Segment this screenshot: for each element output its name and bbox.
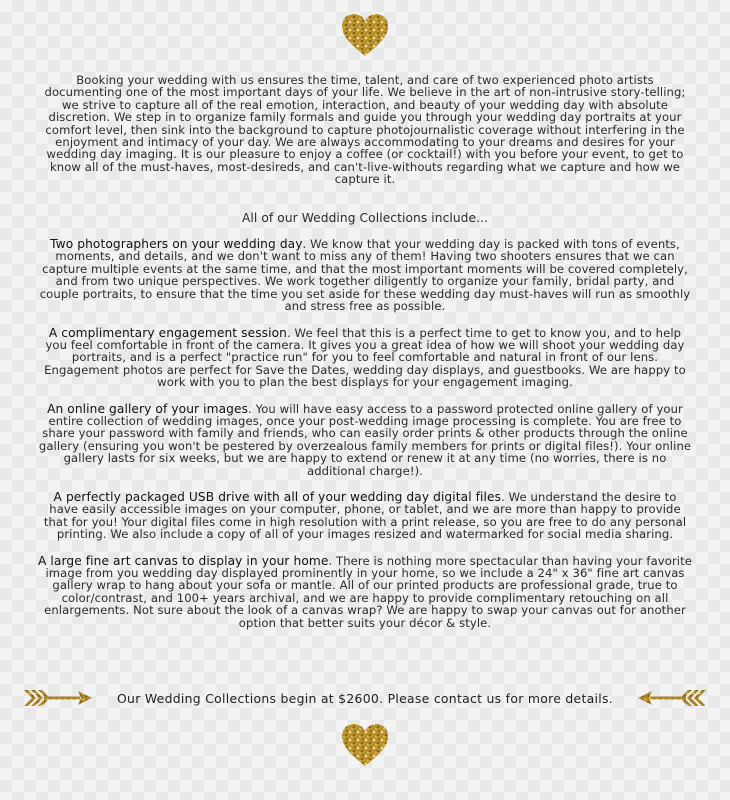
footer-banner bbox=[22, 686, 708, 710]
content-body bbox=[38, 74, 692, 643]
feature-body: . We know that your wedding day is packed with tons of events, moments, and details, and we don't want to miss any of them! Having two shooters ensures that we can capture multiple events at the same time, and that the most important moments will be covered completely, and from two unique perspectives. We work together diligently to organize your family, bridal party, and couple portraits, to ensure that the time you set aside for these wedding day must-haves will run as smoothly and stress free as possible. bbox=[39, 237, 691, 314]
feature-title: A complimentary engagement session bbox=[48, 325, 287, 340]
feature-body: . You will have easy access to a password protected online gallery of your entire collection of wedding images, once your post-wedding image processing is complete. You are free to share your password with family and friends, who can easily order prints & other products through the online gallery (ensuring you won't be pestered by overzealous family members for prints or digital files!). Your online gallery lasts for six weeks, but we are happy to extend or renew it at any time (no worries, there is no additional charge!). bbox=[38, 401, 692, 478]
feature-title: A large fine art canvas to display in your home bbox=[38, 553, 329, 568]
feature-title: Two photographers on your wedding day bbox=[50, 237, 303, 252]
feature-title: An online gallery of your images bbox=[47, 401, 249, 416]
feature-title: A perfectly packaged USB drive with all of your wedding day digital files bbox=[53, 489, 502, 504]
feature-body: . There is nothing more spectacular than having your favorite image from you wedding day displayed prominently in your home, so we include a 24" x 36" fine art canvas gallery wrap to hang about your sofa or mantle. All of our printed products are professional grade, true to color/contrast, and 100+ years archival, and we are happy to provide complimentary retouching on all enlargements. Not sure about the look of a canvas wrap? We are happy to swap your canvas out for another option that better suits your décor & style. bbox=[44, 553, 693, 630]
feature-engagement-session bbox=[38, 327, 692, 389]
collections-include-heading: All of our Wedding Collections include... bbox=[241, 210, 489, 225]
feature-two-photographers bbox=[38, 238, 692, 312]
glitter-heart-icon bbox=[340, 722, 390, 772]
feature-usb-drive bbox=[38, 491, 692, 541]
feature-body: . We feel that this is a perfect time to get to know you, and to help you feel comfortable in front of the camera. It gives you a great idea of how we will shoot your wedding day portraits, and is a perfect "practice run" for you to feel comfortable and natural in front of our lens. Engagement photos are perfect for Save the Dates, wedding day displays, and guestbooks. We are happy to work with you to plan the best displays for your engagement imaging. bbox=[44, 325, 686, 390]
feature-body: . We understand the desire to have easily accessible images on your computer, phone, or tablet, and we are more than happy to provide that for you! Your digital files come in high resolution with a print release, so you are free to do any personal printing. We also include a copy of all of your images resized and watermarked for social media sharing. bbox=[43, 489, 687, 542]
feature-fine-art-canvas bbox=[38, 555, 692, 629]
glitter-heart-icon bbox=[340, 12, 390, 62]
pricing-contact-text: Our Wedding Collections begin at $2600. Please contact us for more details. bbox=[117, 691, 613, 706]
intro-paragraph: Booking your wedding with us ensures the time, talent, and care of two experienced photo artists documenting one of the most important days of your life. We believe in the art of non-intrusive story-telling; we strive to capture all of the real emotion, interaction, and beauty of your wedding day with absolute discretion. We step in to organize family formals and guide you through your wedding day portraits at your comfort level, then sink into the background to capture photojournalistic coverage without interfering in the enjoyment and intimacy of your day. We are always accommodating to your dreams and desires for your wedding day imaging. It is our pleasure to enjoy a coffee (or cocktail!) with you before your event, to get to know all of the must-haves, most-desireds, and can't-live-withouts regarding what we capture and how we capture it. bbox=[44, 73, 686, 187]
feature-online-gallery bbox=[38, 403, 692, 477]
arrow-left-icon bbox=[638, 686, 708, 714]
